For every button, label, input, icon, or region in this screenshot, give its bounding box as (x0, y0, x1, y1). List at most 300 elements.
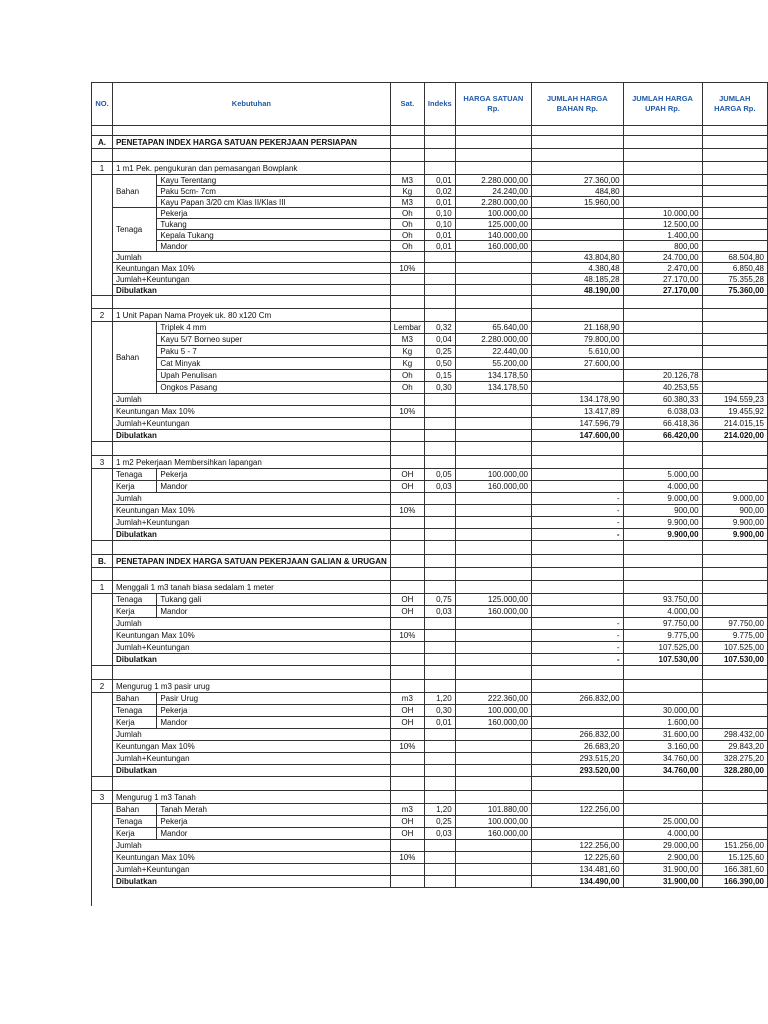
jumlah-bahan-cell (531, 606, 623, 618)
indeks-cell (424, 864, 455, 876)
satuan-cell: Oh (390, 230, 424, 241)
summary-row (92, 517, 768, 529)
indeks-cell (424, 630, 455, 642)
group-label: Bahan (112, 322, 156, 394)
jumlah-harga-cell (702, 219, 767, 230)
satuan-cell (390, 840, 424, 852)
no-cell (92, 705, 113, 717)
empty-cell (390, 136, 424, 149)
no-cell (92, 852, 113, 864)
indeks-cell: 0,30 (424, 382, 455, 394)
blank-cell (623, 442, 702, 456)
jumlah-upah-cell: 1.400,00 (623, 230, 702, 241)
summary-label: Keuntungan Max 10% (112, 630, 390, 642)
empty-cell (531, 136, 623, 149)
blank-cell (112, 296, 390, 309)
no-cell (92, 175, 113, 186)
satuan-cell: Oh (390, 208, 424, 219)
satuan-cell: Oh (390, 382, 424, 394)
no-cell (92, 840, 113, 852)
empty-cell (702, 791, 767, 804)
blank-cell (424, 296, 455, 309)
no-cell (92, 241, 113, 252)
jumlah-upah-cell: 31.900,00 (623, 876, 702, 888)
indeks-cell: 0,15 (424, 370, 455, 382)
satuan-cell: M3 (390, 334, 424, 346)
no-cell (92, 230, 113, 241)
jumlah-bahan-cell: 134.490,00 (531, 876, 623, 888)
no-cell (92, 517, 113, 529)
blank-cell (455, 777, 531, 791)
satuan-cell: OH (390, 828, 424, 840)
table-row (92, 717, 768, 729)
blank-cell (702, 149, 767, 162)
harga-satuan-cell: 134.178,50 (455, 382, 531, 394)
jumlah-harga-cell (702, 208, 767, 219)
blank-cell (702, 666, 767, 680)
jumlah-harga-cell: 75.355,28 (702, 274, 767, 285)
indeks-cell (424, 654, 455, 666)
jumlah-bahan-cell: 26.683,20 (531, 741, 623, 753)
satuan-cell (390, 493, 424, 505)
blank-cell (390, 149, 424, 162)
jumlah-upah-cell: 107.530,00 (623, 654, 702, 666)
indeks-cell: 0,05 (424, 469, 455, 481)
blank-cell (455, 541, 531, 555)
blank-cell (623, 777, 702, 791)
empty-cell (531, 162, 623, 175)
empty-cell (424, 581, 455, 594)
satuan-cell: 10% (390, 741, 424, 753)
harga-satuan-cell: 22.440,00 (455, 346, 531, 358)
table-row (92, 370, 768, 382)
empty-cell (531, 309, 623, 322)
satuan-cell (390, 529, 424, 541)
indeks-cell (424, 285, 455, 296)
item-title: 1 m2 Pekerjaan Membersihkan lapangan (112, 456, 390, 469)
satuan-cell: Kg (390, 346, 424, 358)
jumlah-harga-cell (702, 382, 767, 394)
blank-row (92, 568, 768, 581)
indeks-cell: 0,10 (424, 219, 455, 230)
harga-satuan-cell: 160.000,00 (455, 828, 531, 840)
jumlah-upah-cell: 29.000,00 (623, 840, 702, 852)
row-number: 2 (92, 680, 113, 693)
blank-cell (531, 126, 623, 136)
empty-cell (702, 555, 767, 568)
jumlah-bahan-cell (531, 230, 623, 241)
blank-cell (623, 126, 702, 136)
jumlah-harga-cell (702, 358, 767, 370)
harga-satuan-cell (455, 505, 531, 517)
section-title: PENETAPAN INDEX HARGA SATUAN PEKERJAAN GALIAN & URUGAN (112, 555, 390, 568)
jumlah-harga-cell (702, 594, 767, 606)
item-title: Mengurug 1 m3 Tanah (112, 791, 390, 804)
blank-cell (390, 126, 424, 136)
satuan-cell (390, 252, 424, 263)
jumlah-harga-cell: 9.900,00 (702, 517, 767, 529)
group-label: Kerja (112, 828, 156, 840)
satuan-cell: M3 (390, 197, 424, 208)
indeks-cell (424, 876, 455, 888)
jumlah-harga-cell (702, 606, 767, 618)
jumlah-harga-cell: 6.850,48 (702, 263, 767, 274)
jumlah-harga-cell: 166.390,00 (702, 876, 767, 888)
harga-satuan-cell (455, 741, 531, 753)
row-number: B. (92, 555, 113, 568)
harga-satuan-cell: 100.000,00 (455, 816, 531, 828)
satuan-cell: 10% (390, 852, 424, 864)
blank-cell (424, 149, 455, 162)
jumlah-bahan-cell (531, 594, 623, 606)
no-cell (92, 741, 113, 753)
no-cell (92, 370, 113, 382)
jumlah-upah-cell: 12.500,00 (623, 219, 702, 230)
indeks-cell (424, 418, 455, 430)
blank-cell (531, 777, 623, 791)
harga-satuan-cell: 134.178,50 (455, 370, 531, 382)
indeks-cell: 0,04 (424, 334, 455, 346)
jumlah-harga-cell: 328.280,00 (702, 765, 767, 777)
jumlah-upah-cell: 27.170,00 (623, 274, 702, 285)
jumlah-harga-cell: 97.750,00 (702, 618, 767, 630)
blank-cell (702, 568, 767, 581)
blank-cell (112, 442, 390, 456)
row-number: 3 (92, 791, 113, 804)
no-cell (92, 717, 113, 729)
jumlah-upah-cell (623, 804, 702, 816)
jumlah-harga-cell (702, 481, 767, 493)
harga-satuan-cell: 100.000,00 (455, 469, 531, 481)
indeks-cell (424, 394, 455, 406)
jumlah-bahan-cell (531, 382, 623, 394)
harga-satuan-cell (455, 252, 531, 263)
jumlah-upah-cell: 2.900,00 (623, 852, 702, 864)
harga-satuan-cell: 160.000,00 (455, 717, 531, 729)
jumlah-harga-cell: 9.775,00 (702, 630, 767, 642)
blank-cell (424, 126, 455, 136)
rounded-total-row (92, 529, 768, 541)
table-row (92, 693, 768, 705)
no-cell (92, 693, 113, 705)
row-number: 2 (92, 309, 113, 322)
blank-cell (531, 541, 623, 555)
kebutuhan-cell: Kepala Tukang (157, 230, 390, 241)
kebutuhan-cell: Mandor (157, 717, 390, 729)
jumlah-bahan-cell (531, 208, 623, 219)
blank-row (92, 149, 768, 162)
summary-row (92, 252, 768, 263)
summary-label: Jumlah (112, 252, 390, 263)
jumlah-upah-cell: 97.750,00 (623, 618, 702, 630)
header-kebutuhan: Kebutuhan (112, 83, 390, 126)
jumlah-harga-cell (702, 370, 767, 382)
summary-label: Jumlah (112, 840, 390, 852)
jumlah-harga-cell: 15.125,60 (702, 852, 767, 864)
kebutuhan-cell: Kayu Papan 3/20 cm Klas II/Klas III (157, 197, 390, 208)
jumlah-bahan-cell: - (531, 630, 623, 642)
rounded-total-row (92, 285, 768, 296)
item-title-row (92, 791, 768, 804)
blank-cell (702, 296, 767, 309)
table-row (92, 469, 768, 481)
kebutuhan-cell: Paku 5cm- 7cm (157, 186, 390, 197)
indeks-cell: 0,02 (424, 186, 455, 197)
jumlah-harga-cell (702, 186, 767, 197)
section-row (92, 136, 768, 149)
satuan-cell (390, 430, 424, 442)
jumlah-upah-cell: 25.000,00 (623, 816, 702, 828)
satuan-cell (390, 274, 424, 285)
blank-cell (92, 568, 113, 581)
summary-row (92, 642, 768, 654)
jumlah-bahan-cell (531, 219, 623, 230)
harga-satuan-cell (455, 394, 531, 406)
empty-cell (424, 162, 455, 175)
blank-cell (92, 149, 113, 162)
empty-cell (702, 136, 767, 149)
empty-cell (623, 680, 702, 693)
jumlah-bahan-cell: 293.520,00 (531, 765, 623, 777)
summary-label: Jumlah+Keuntungan (112, 517, 390, 529)
kebutuhan-cell: Ongkos Pasang (157, 382, 390, 394)
no-cell (92, 322, 113, 334)
jumlah-upah-cell (623, 346, 702, 358)
summary-label: Jumlah+Keuntungan (112, 418, 390, 430)
jumlah-bahan-cell (531, 705, 623, 717)
harga-satuan-cell (455, 765, 531, 777)
empty-cell (390, 791, 424, 804)
rounded-total-row (92, 654, 768, 666)
no-cell (92, 618, 113, 630)
empty-cell (623, 555, 702, 568)
jumlah-bahan-cell (531, 481, 623, 493)
satuan-cell: OH (390, 816, 424, 828)
satuan-cell: Oh (390, 241, 424, 252)
empty-cell (623, 791, 702, 804)
empty-cell (455, 136, 531, 149)
blank-cell (390, 296, 424, 309)
no-cell (92, 729, 113, 741)
row-number: 1 (92, 581, 113, 594)
jumlah-upah-cell (623, 175, 702, 186)
jumlah-harga-cell: 328.275,20 (702, 753, 767, 765)
empty-cell (702, 309, 767, 322)
blank-cell (424, 442, 455, 456)
jumlah-harga-cell: 214.015,15 (702, 418, 767, 430)
no-cell (92, 765, 113, 777)
jumlah-harga-cell: 68.504,80 (702, 252, 767, 263)
satuan-cell: 10% (390, 505, 424, 517)
indeks-cell: 0,32 (424, 322, 455, 334)
jumlah-upah-cell: 107.525,00 (623, 642, 702, 654)
jumlah-bahan-cell (531, 469, 623, 481)
harga-satuan-cell (455, 864, 531, 876)
jumlah-harga-cell (702, 705, 767, 717)
no-cell (92, 876, 113, 888)
jumlah-upah-cell: 30.000,00 (623, 705, 702, 717)
blank-cell (455, 126, 531, 136)
satuan-cell: Oh (390, 370, 424, 382)
indeks-cell: 0,01 (424, 175, 455, 186)
jumlah-bahan-cell (531, 816, 623, 828)
satuan-cell: OH (390, 469, 424, 481)
blank-cell (92, 666, 113, 680)
jumlah-harga-cell: 194.559,23 (702, 394, 767, 406)
jumlah-bahan-cell: 48.185,28 (531, 274, 623, 285)
kebutuhan-cell: Pekerja (157, 208, 390, 219)
jumlah-bahan-cell: 266.832,00 (531, 693, 623, 705)
blank-cell (390, 541, 424, 555)
no-cell (92, 864, 113, 876)
empty-cell (424, 309, 455, 322)
kebutuhan-cell: Tukang gali (157, 594, 390, 606)
header-harga-satuan: HARGA SATUAN Rp. (455, 83, 531, 126)
no-cell (92, 804, 113, 816)
jumlah-upah-cell: 34.760,00 (623, 753, 702, 765)
jumlah-bahan-cell: 13.417,89 (531, 406, 623, 418)
no-cell (92, 285, 113, 296)
kebutuhan-cell: Triplek 4 mm (157, 322, 390, 334)
harga-satuan-cell (455, 418, 531, 430)
no-cell (92, 505, 113, 517)
summary-row (92, 864, 768, 876)
jumlah-harga-cell: 9.000,00 (702, 493, 767, 505)
empty-cell (531, 456, 623, 469)
empty-cell (455, 791, 531, 804)
jumlah-upah-cell: 4.000,00 (623, 606, 702, 618)
item-title-row (92, 456, 768, 469)
item-title: 1 m1 Pek. pengukuran dan pemasangan Bowplank (112, 162, 390, 175)
jumlah-bahan-cell: 12.225,60 (531, 852, 623, 864)
jumlah-bahan-cell (531, 241, 623, 252)
harga-satuan-cell (455, 529, 531, 541)
indeks-cell (424, 529, 455, 541)
summary-label: Dibulatkan (112, 765, 390, 777)
summary-row (92, 852, 768, 864)
jumlah-upah-cell (623, 322, 702, 334)
table-row (92, 322, 768, 334)
jumlah-harga-cell (702, 334, 767, 346)
kebutuhan-cell: Kayu Terentang (157, 175, 390, 186)
harga-satuan-cell (455, 630, 531, 642)
jumlah-upah-cell: 1.600,00 (623, 717, 702, 729)
summary-label: Keuntungan Max 10% (112, 505, 390, 517)
group-label: Tenaga (112, 208, 156, 252)
satuan-cell: 10% (390, 263, 424, 274)
indeks-cell (424, 741, 455, 753)
harga-satuan-cell: 140.000,00 (455, 230, 531, 241)
empty-cell (424, 680, 455, 693)
no-cell (92, 816, 113, 828)
summary-row (92, 729, 768, 741)
jumlah-harga-cell: 75.360,00 (702, 285, 767, 296)
table-row (92, 594, 768, 606)
group-label: Kerja (112, 717, 156, 729)
jumlah-bahan-cell: - (531, 505, 623, 517)
empty-cell (424, 555, 455, 568)
no-cell (92, 334, 113, 346)
empty-cell (531, 555, 623, 568)
summary-label: Jumlah (112, 493, 390, 505)
jumlah-harga-cell (702, 175, 767, 186)
no-cell (92, 642, 113, 654)
jumlah-bahan-cell: 48.190,00 (531, 285, 623, 296)
table-row (92, 230, 768, 241)
no-cell (92, 406, 113, 418)
empty-cell (424, 456, 455, 469)
summary-label: Dibulatkan (112, 529, 390, 541)
blank-cell (455, 149, 531, 162)
harga-satuan-cell: 125.000,00 (455, 219, 531, 230)
jumlah-bahan-cell: - (531, 529, 623, 541)
summary-row (92, 630, 768, 642)
blank-cell (112, 777, 390, 791)
jumlah-bahan-cell: 122.256,00 (531, 840, 623, 852)
rounded-total-row (92, 765, 768, 777)
summary-label: Jumlah+Keuntungan (112, 864, 390, 876)
no-cell (92, 828, 113, 840)
item-title: Mengurug 1 m3 pasir urug (112, 680, 390, 693)
kebutuhan-cell: Mandor (157, 481, 390, 493)
blank-cell (112, 568, 390, 581)
table-row (92, 606, 768, 618)
jumlah-upah-cell: 31.600,00 (623, 729, 702, 741)
blank-cell (455, 442, 531, 456)
harga-satuan-cell: 2.280.000,00 (455, 197, 531, 208)
harga-satuan-cell (455, 406, 531, 418)
indeks-cell (424, 430, 455, 442)
no-cell (92, 753, 113, 765)
summary-label: Keuntungan Max 10% (112, 852, 390, 864)
summary-label: Jumlah (112, 394, 390, 406)
empty-cell (702, 581, 767, 594)
jumlah-harga-cell (702, 693, 767, 705)
harga-satuan-cell: 100.000,00 (455, 705, 531, 717)
blank-row (92, 442, 768, 456)
jumlah-bahan-cell: 79.800,00 (531, 334, 623, 346)
row-number: A. (92, 136, 113, 149)
jumlah-upah-cell: 4.000,00 (623, 481, 702, 493)
summary-label: Jumlah+Keuntungan (112, 642, 390, 654)
blank-cell (455, 666, 531, 680)
satuan-cell (390, 864, 424, 876)
satuan-cell (390, 394, 424, 406)
jumlah-upah-cell: 6.038,03 (623, 406, 702, 418)
satuan-cell: m3 (390, 804, 424, 816)
blank-cell (531, 296, 623, 309)
empty-cell (424, 791, 455, 804)
satuan-cell: Kg (390, 358, 424, 370)
empty-cell (455, 456, 531, 469)
group-label: Tenaga (112, 469, 156, 481)
table-row (92, 481, 768, 493)
group-label: Bahan (112, 175, 156, 208)
indeks-cell (424, 493, 455, 505)
table-row (92, 705, 768, 717)
indeks-cell (424, 840, 455, 852)
table-row (92, 816, 768, 828)
empty-cell (623, 162, 702, 175)
group-label: Bahan (112, 693, 156, 705)
jumlah-harga-cell: 9.900,00 (702, 529, 767, 541)
jumlah-harga-cell (702, 717, 767, 729)
blank-cell (623, 666, 702, 680)
header-indeks: Indeks (424, 83, 455, 126)
harga-satuan-cell (455, 493, 531, 505)
summary-label: Jumlah (112, 618, 390, 630)
harga-satuan-cell (455, 618, 531, 630)
